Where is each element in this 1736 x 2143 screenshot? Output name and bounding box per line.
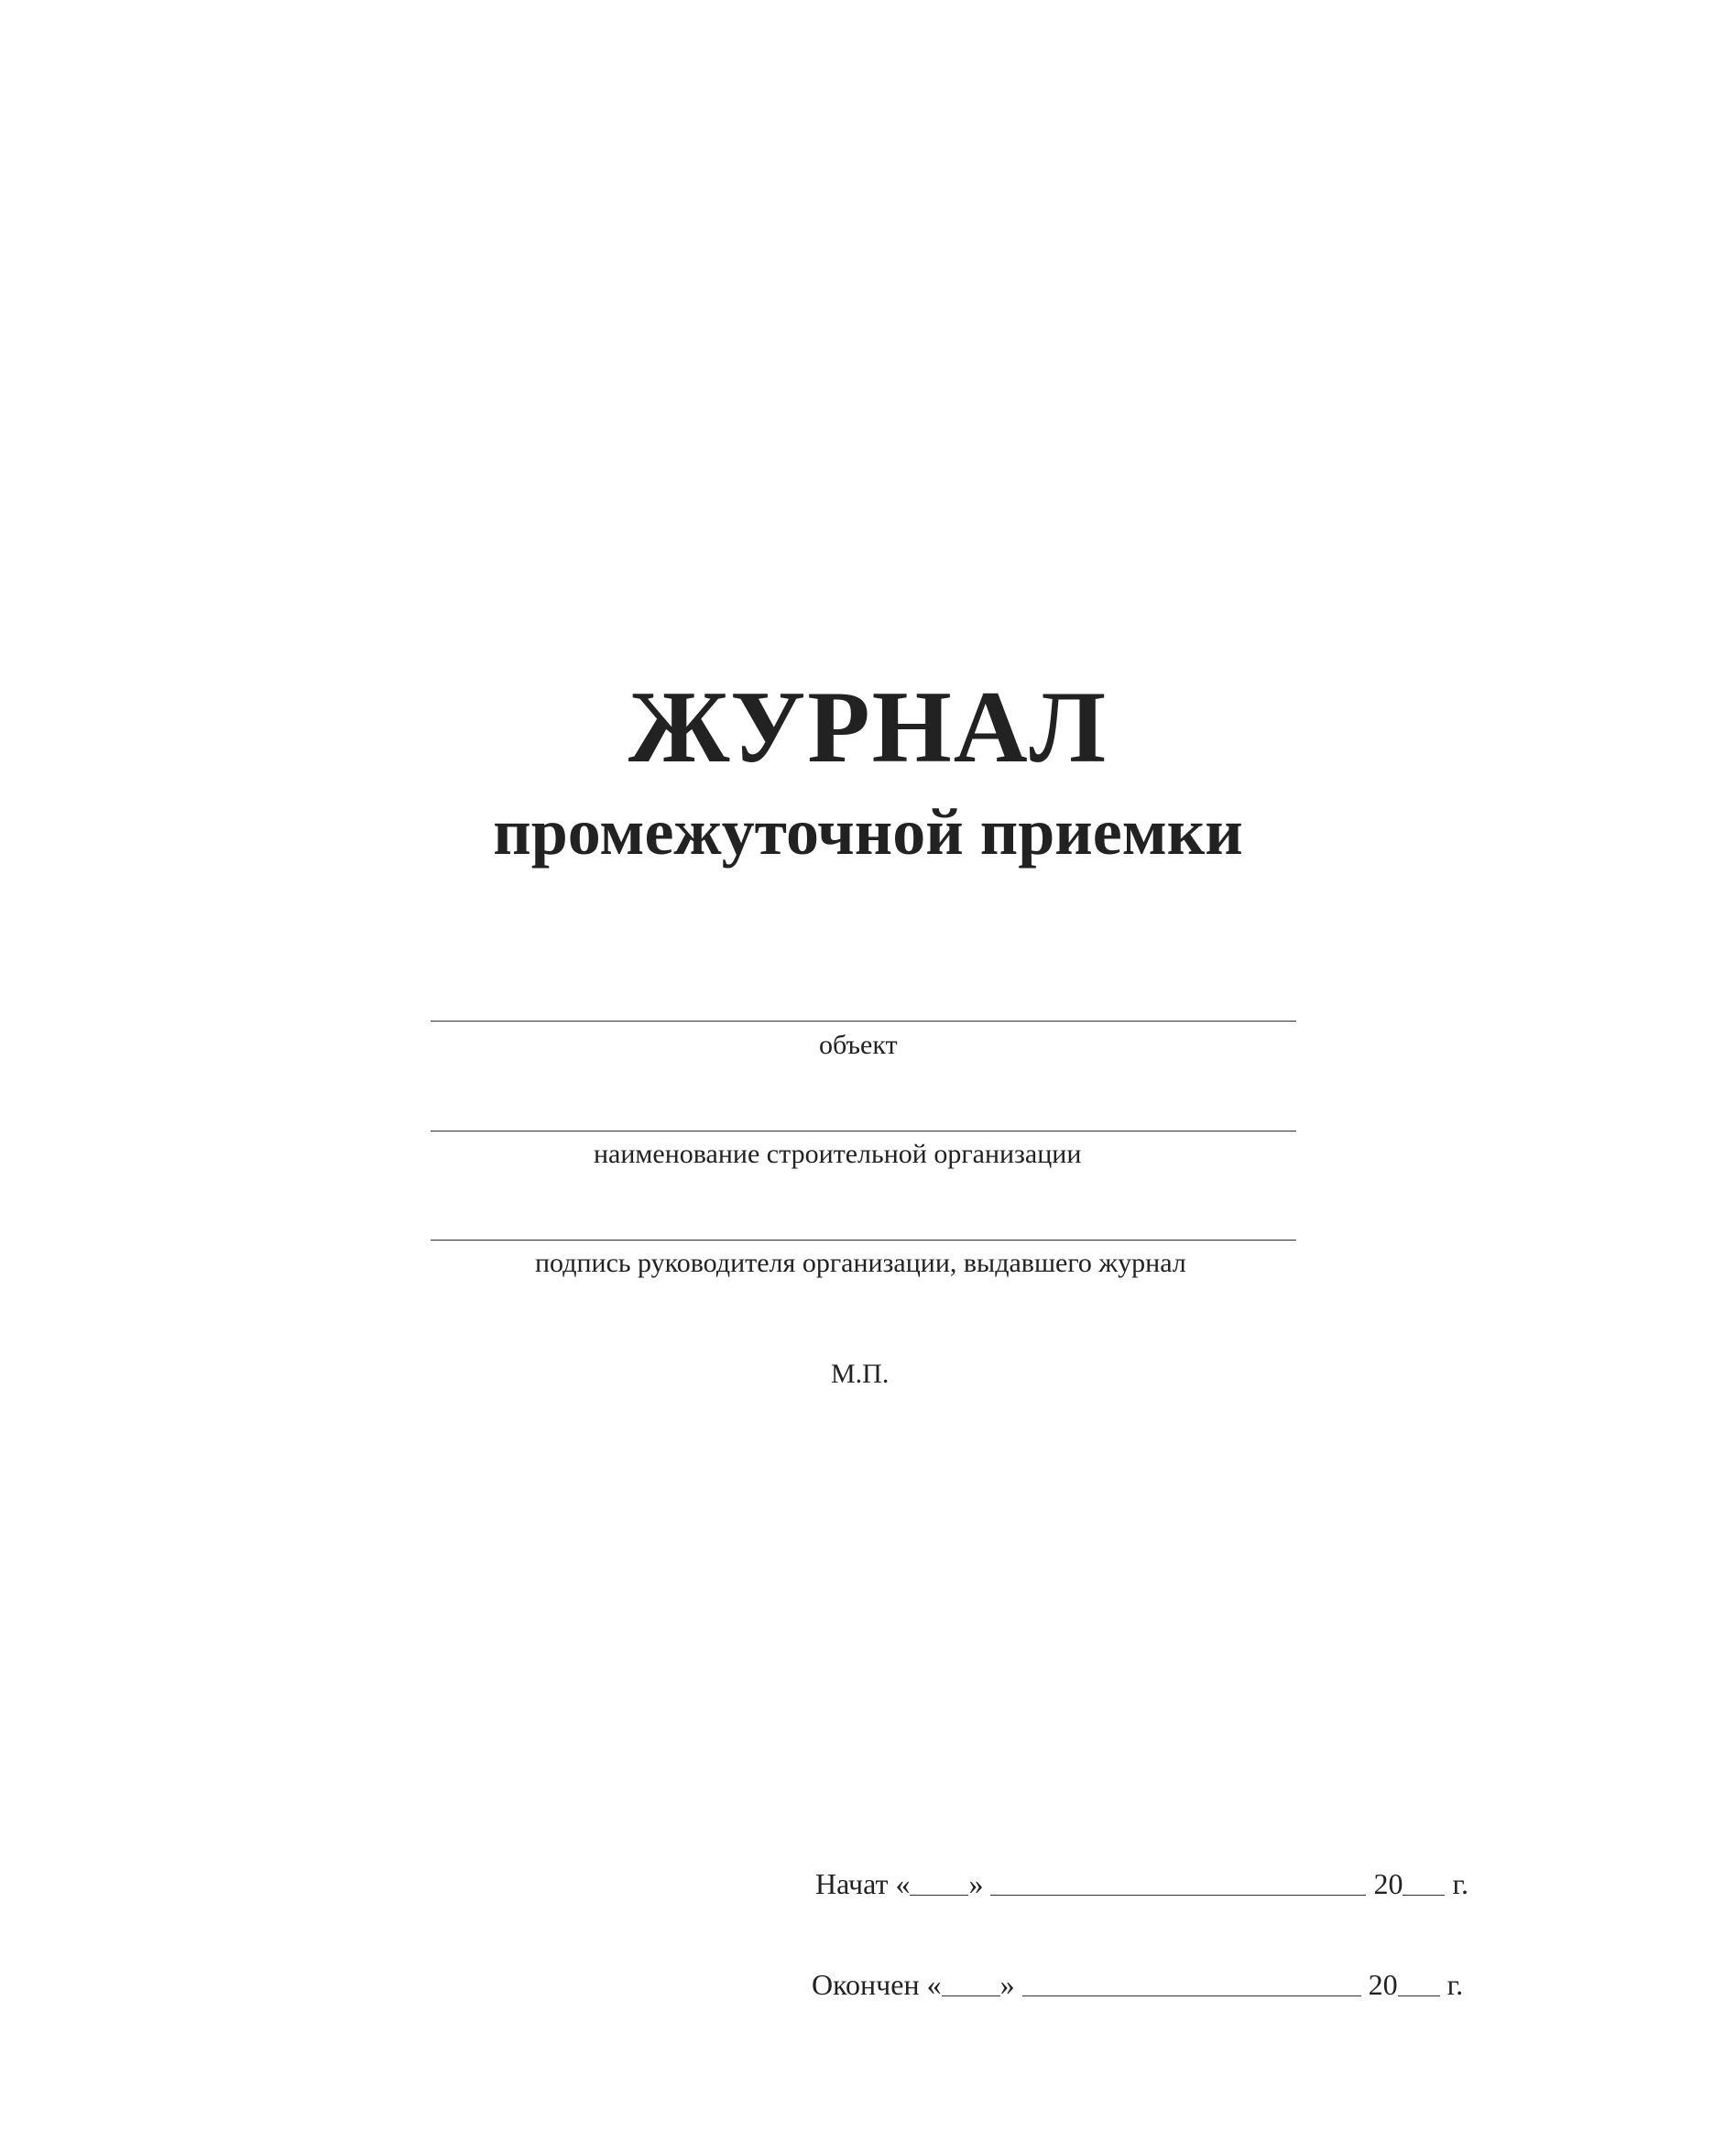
page-title: ЖУРНАЛ (628, 671, 1108, 784)
date-started-label: Начат (815, 1867, 889, 1900)
open-quote: « (895, 1867, 911, 1900)
close-quote: » (999, 1968, 1015, 2001)
page-subtitle: промежуточной приемки (493, 795, 1243, 869)
date-started-row (815, 1869, 1469, 1898)
date-finished-month-blank[interactable] (1022, 1995, 1361, 1996)
organization-field-line[interactable] (431, 1131, 1296, 1132)
date-finished-label: Окончен (812, 1968, 920, 2001)
date-finished-row (812, 1970, 1463, 1999)
object-caption: объект (819, 1030, 898, 1060)
close-quote: » (968, 1867, 984, 1900)
date-started-month-blank[interactable] (990, 1894, 1366, 1896)
object-field-line[interactable] (431, 1021, 1296, 1022)
open-quote: « (926, 1968, 942, 2001)
stamp-label: М.П. (831, 1359, 890, 1389)
date-started-day-blank[interactable] (910, 1894, 968, 1896)
date-finished-day-blank[interactable] (942, 1995, 1000, 1996)
date-started-year-prefix: 20 (1373, 1867, 1403, 1900)
organization-caption: наименование строительной организации (594, 1139, 1082, 1169)
signature-caption: подпись руководителя организации, выдавшего журнал (535, 1248, 1186, 1278)
date-started-year-blank[interactable] (1403, 1894, 1445, 1896)
date-finished-year-blank[interactable] (1398, 1995, 1440, 1996)
date-finished-year-suffix: г. (1447, 1968, 1464, 2001)
date-started-year-suffix: г. (1452, 1867, 1469, 1900)
signature-field-line[interactable] (431, 1240, 1296, 1241)
date-finished-year-prefix: 20 (1368, 1968, 1398, 2001)
